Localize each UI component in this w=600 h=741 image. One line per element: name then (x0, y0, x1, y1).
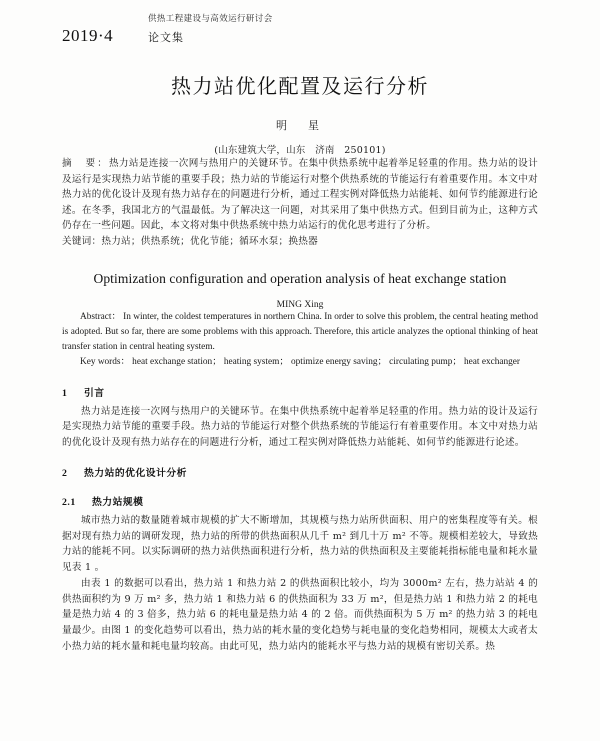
section-heading-2-1 (62, 494, 538, 508)
section-number-1: 1 (62, 387, 68, 399)
keywords-label-cn: 关键词： (62, 235, 102, 247)
keywords-en (62, 355, 538, 370)
keywords-cn (62, 234, 538, 250)
collection-label: 论文集 (148, 31, 184, 44)
paragraph: 热力站是连接一次网与热用户的关键环节。在集中供热系统中起着举足轻重的作用。热力站的设计及运行是实现热力站节能的重要手段。热力站的节能运行对整个供热系统的节能运行有着重要作用。本文中对热力站的优化设计及现有热力站存在的问题进行分析，通过工程实例对降低热力站能耗、如何节约能源进行论述。 (62, 405, 538, 448)
page-title: 热力站优化配置及运行分析 (171, 74, 429, 98)
author-cn: 明 星 (276, 119, 324, 132)
abstract-text-cn: 热力站是连接一次网与热用户的关键环节。在集中供热系统中起着举足轻重的作用。热力站的设计及运行是实现热力站节能的重要手段；热力站的节能运行对整个供热系统的节能运行有着重要作用。本文中对热力站的优化设计及现有热力站存在的问题进行分析，通过工程实例对降低热力站能耗、如何节约能源进行论述。在冬季，我国北方的气温最低。为了解决这一问题，对其采用了集中供热方式。但到目前为止，这种方式仍存在一些问题。因此，本文将对集中供热系统中热力站运行的优化思考进行了分析。 (62, 158, 539, 232)
page-header (0, 0, 600, 56)
article-body (0, 70, 600, 654)
abstract-cn (62, 156, 538, 234)
section-heading-1 (62, 385, 538, 399)
abstract-en (62, 310, 538, 355)
paragraph: 由表 1 的数据可以看出，热力站 1 和热力站 2 的供热面积比较小，均为 3000m² 左右，热力站站 4 的供热面积约为 9 万 m² 多，热力站 1 和热力站 6 的供热面积为 33 万 m²，但是热力站 1 和热力站 2 的耗电量是热力站 4 的 3 倍多，热力站 6 的耗电量是热力站 4 的 2 倍。而供热面积为 5 万 m² 的热力站 3 的耗电量最少。由图 1 的变化趋势可以看出，热力站的耗水量的变化趋势与耗电量的变化趋势相同，规模太大或者太小热力站的耗水量和耗电量均较高。由此可见，热力站内的能耗水平与热力站的规模有密切关系。热 (62, 578, 538, 652)
section-body-2-1 (62, 513, 538, 654)
section-title-1: 引言 (84, 387, 105, 399)
affiliation: (山东建筑大学，山东 济南 250101) (214, 145, 386, 156)
section-body-1 (62, 404, 538, 451)
section-heading-2 (62, 465, 538, 479)
paragraph: 城市热力站的数量随着城市规模的扩大不断增加，其规模与热力站所供面积、用户的密集程度等有关。根据对现有热力站的调研发现，热力站的所带的供热面积从几千 m² 到几十万 m² 不等。规模相差较大，导致热力站的能耗不同。以实际调研的热力站供热面积进行分析，热力站的供热面积及主要能耗指标能电量和耗水量见表 1 。 (62, 515, 538, 573)
section-number-2-1: 2.1 (62, 497, 76, 509)
section-title-2-1: 热力站规模 (92, 497, 144, 509)
section-number-2: 2 (62, 468, 68, 480)
journal-banner: 供热工程建设与高效运行研讨会 (148, 14, 273, 24)
section-title-2: 热力站的优化设计分析 (84, 468, 187, 480)
issue-number: 2019·4 (62, 26, 114, 45)
keywords-text-cn: 热力站；供热系统；优化节能；循环水泵；换热器 (101, 235, 318, 247)
author-en: MING Xing (276, 300, 324, 311)
abstract-text-en: In winter, the coldest temperatures in northern China. In order to solve this problem, the central heating method is adopted. But so far, there are some problems with this approach. Therefore, this article analyzes the optional thinking of heat transfer station in central heating system. (62, 312, 539, 352)
keywords-label-en: Key words： (80, 356, 130, 367)
keywords-text-en: heat exchange station； heating system； optimize energy saving； circulating pump； heat exchanger (132, 356, 521, 367)
abstract-label-cn: 摘 要： (62, 158, 109, 169)
title-en: Optimization configuration and operation analysis of heat exchange station (93, 271, 507, 287)
abstract-label-en: Abstract： (80, 312, 121, 323)
